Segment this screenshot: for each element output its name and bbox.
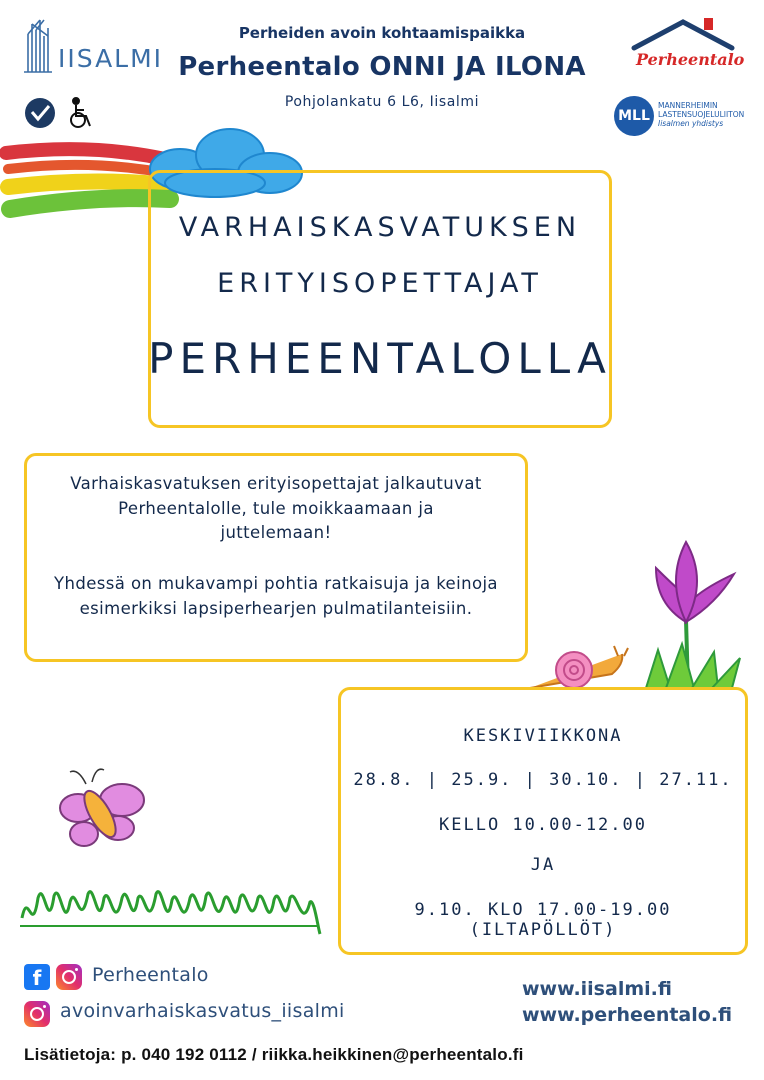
mll-branch: Iisalmen yhdistys (658, 119, 724, 128)
description-paragraph-2: Yhdessä on mukavampi pohtia ratkaisuja ja keinoja esimerkiksi lapsiperhearjen pulmatilanteisiin. (54, 574, 498, 618)
schedule-dates: 28.8. | 25.9. | 30.10. | 27.11. (353, 770, 733, 790)
headline-line-1: VARHAISKASVATUKSEN (178, 212, 582, 243)
header-title: Perheentalo ONNI JA ILONA (178, 52, 586, 82)
schedule-time: KELLO 10.00-12.00 (439, 815, 647, 835)
instagram-icon[interactable] (24, 1001, 50, 1027)
mll-name-line1: MANNERHEIMIN (658, 101, 718, 110)
headline-line-3: PERHEENTALOLLA (148, 334, 612, 383)
mll-name-line2: LASTENSUOJELULIITON (658, 110, 745, 119)
headline-line-2: ERITYISOPETTAJAT (217, 268, 543, 299)
instagram-icon[interactable] (56, 964, 82, 990)
website-link-iisalmi[interactable]: www.iisalmi.fi (522, 978, 672, 1000)
butterfly-illustration (56, 764, 148, 854)
social-handle-varhaiskasvatus[interactable]: avoinvarhaiskasvatus_iisalmi (60, 1000, 345, 1022)
header-address: Pohjolankatu 6 L6, Iisalmi (284, 94, 480, 110)
grass-illustration (18, 868, 323, 940)
facebook-icon[interactable]: f (24, 964, 50, 990)
iisalmi-logo-text: IISALMI (58, 44, 164, 73)
headline-frame (148, 170, 612, 428)
description-paragraph-1: Varhaiskasvatuksen erityisopettajat jalkautuvat Perheentalolle, tule moikkaamaan ja juttelemaan! (70, 474, 482, 542)
contact-info: Lisätietoja: p. 040 192 0112 / riikka.heikkinen@perheentalo.fi (24, 1045, 524, 1064)
tulip-illustration (636, 540, 764, 690)
website-link-perheentalo[interactable]: www.perheentalo.fi (522, 1004, 733, 1026)
social-handle-perheentalo[interactable]: Perheentalo (92, 964, 209, 986)
schedule-day: KESKIVIIKKONA (463, 726, 623, 746)
schedule-extra: 9.10. KLO 17.00-19.00 (ILTAPÖLLÖT) (414, 900, 672, 940)
perheentalo-logo-text: Perheentalo (636, 50, 745, 69)
mll-logo-icon: MLL (614, 96, 654, 136)
mll-logo-text (658, 101, 758, 128)
schedule-conjunction: JA (530, 855, 556, 875)
header-subtitle: Perheiden avoin kohtaamispaikka (238, 24, 526, 42)
